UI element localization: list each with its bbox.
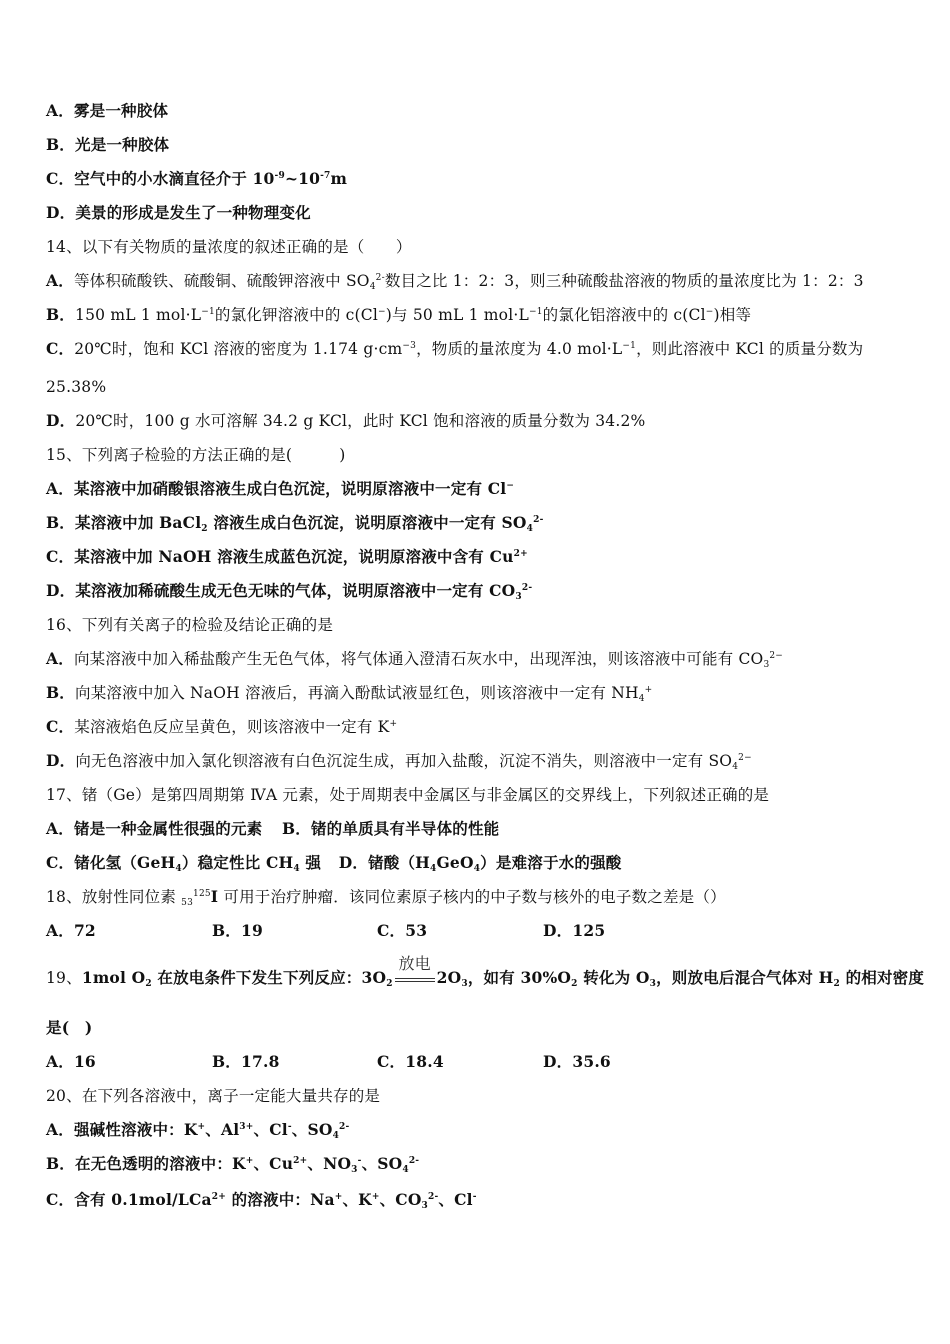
option-text: 空气中的小水滴直径介于 10 [74, 169, 275, 188]
q13-option-d [46, 202, 311, 224]
option-label: A． [46, 1052, 74, 1071]
subscript: 2 [145, 979, 152, 989]
option-label: C． [46, 853, 75, 872]
subscript: 4 [402, 1165, 409, 1175]
double-line [395, 978, 435, 982]
option-text: 强碱性溶液中：K [73, 1120, 198, 1139]
superscript: + [197, 1122, 206, 1132]
option-value: 16 [73, 1052, 96, 1071]
option-text: ，物质的量浓度为 4.0 mol·L [416, 340, 623, 358]
q17-options-ab [46, 818, 499, 840]
option-label: D． [338, 853, 369, 872]
option-label: D． [46, 581, 76, 600]
superscript: + [245, 1156, 254, 1166]
stem-text: 2O [436, 968, 462, 987]
option-text: 、Cu [253, 1154, 294, 1173]
superscript: 2- [533, 515, 544, 525]
option-text: 、Cl [253, 1120, 288, 1139]
question-number: 19、 [46, 969, 82, 987]
option-text: 某溶液焰色反应呈黄色，则该溶液中一定有 K [74, 718, 390, 736]
q18-option-d [543, 920, 605, 942]
stem-text: 转化为 O [577, 968, 650, 987]
superscript: - [287, 1122, 292, 1132]
option-text: 向某溶液中加入 NaOH 溶液后，再滴入酚酞试液显红色，则该溶液中一定有 NH [75, 684, 639, 702]
superscript: + [644, 685, 653, 695]
superscript: + [334, 1192, 343, 1202]
q19-options [46, 1051, 906, 1073]
subscript: 2 [201, 524, 208, 534]
option-text: 某溶液中加硝酸银溶液生成白色沉淀，说明原溶液中一定有 Cl [73, 479, 507, 498]
subscript: 2 [571, 979, 578, 989]
option-label: D． [46, 411, 76, 430]
q14-option-c [46, 338, 863, 360]
subscript: 2 [386, 979, 393, 989]
option-label: C． [377, 921, 406, 940]
option-text: 、SO [291, 1120, 333, 1139]
subscript: 3 [649, 979, 657, 989]
q14-option-a [46, 270, 864, 292]
stem-text: ，如有 30%O [467, 968, 572, 987]
subscript: 3 [763, 660, 770, 670]
q20-stem: 20、在下列各溶液中，离子一定能大量共存的是 [46, 1087, 381, 1105]
q18-options [46, 920, 906, 942]
stem-text: 在放电条件下发生下列反应：3O [151, 968, 387, 987]
option-text: 向无色溶液中加入氯化钡溶液有白色沉淀生成，再加入盐酸，沉淀不消失，则溶液中一定有 SO [75, 752, 733, 770]
option-text: 含有 0.1mol/LCa [74, 1190, 212, 1209]
option-label: B． [212, 1052, 242, 1071]
subscript: 2 [833, 979, 840, 989]
option-text: 、Al [205, 1120, 240, 1139]
q16-option-a [46, 648, 783, 670]
subscript: 4 [430, 864, 437, 874]
option-label: A． [46, 479, 74, 498]
option-text: 、CO [379, 1190, 422, 1209]
option-value: 17.8 [241, 1052, 280, 1071]
q15-option-d [46, 580, 532, 602]
subscript: 4 [526, 524, 534, 534]
q19-option-c [377, 1051, 444, 1073]
superscript: −1 [622, 341, 637, 351]
superscript: -9 [274, 171, 285, 181]
q16-option-d [46, 750, 752, 772]
option-value: 53 [405, 921, 428, 940]
subscript: 4 [473, 864, 481, 874]
option-text: 、SO [361, 1154, 403, 1173]
q15-stem: 15、下列离子检验的方法正确的是( ) [46, 446, 346, 464]
option-label: B． [281, 819, 311, 838]
atomic-number: 53 [181, 898, 194, 908]
q14-option-c-continued: 25.38% [46, 378, 107, 396]
option-value: 72 [73, 921, 96, 940]
element-symbol: I [210, 887, 219, 906]
q16-stem: 16、下列有关离子的检验及结论正确的是 [46, 616, 334, 634]
subscript: 4 [369, 282, 376, 292]
option-label: A． [46, 101, 74, 120]
superscript: + [389, 719, 398, 729]
option-value: 35.6 [572, 1052, 611, 1071]
superscript: − [378, 307, 386, 317]
option-text: 强 [299, 853, 322, 872]
option-label: C． [46, 717, 75, 736]
option-text: 、K [342, 1190, 372, 1209]
option-label: A． [46, 819, 74, 838]
option-text: 光是一种胶体 [75, 135, 170, 154]
option-text: 美景的形成是发生了一种物理变化 [75, 203, 311, 222]
option-value: 18.4 [405, 1052, 444, 1071]
subscript: 4 [293, 864, 300, 874]
option-label: D． [46, 203, 76, 222]
option-label: D． [46, 751, 76, 770]
option-text: 、NO [307, 1154, 352, 1173]
option-text: 20℃时，饱和 KCl 溶液的密度为 1.174 g·cm [74, 340, 403, 358]
superscript: -7 [320, 171, 331, 181]
subscript: 3 [461, 979, 468, 989]
option-label: C． [46, 169, 75, 188]
option-label: D． [543, 1052, 573, 1071]
option-text: 锗的单质具有半导体的性能 [310, 819, 500, 838]
option-text: )相等 [713, 306, 752, 324]
mass-number: 125 [193, 889, 211, 899]
subscript: 3 [421, 1201, 429, 1211]
superscript: 2− [738, 753, 752, 763]
subscript: 4 [175, 864, 182, 874]
option-text: 锗是一种金属性很强的元素 [73, 819, 263, 838]
superscript: - [472, 1192, 477, 1202]
q16-option-b [46, 682, 652, 704]
subscript: 4 [638, 694, 645, 704]
option-label: C． [46, 1190, 75, 1209]
q20-option-c [46, 1189, 477, 1211]
reaction-arrow [395, 954, 435, 989]
q17-options-cd [46, 852, 621, 874]
q15-option-a [46, 478, 514, 500]
option-text: 某溶液中加 BaCl [75, 513, 202, 532]
option-label: B． [212, 921, 242, 940]
stem-text: 的相对密度 [839, 968, 925, 987]
superscript: 2- [408, 1156, 420, 1166]
superscript: −1 [201, 307, 215, 317]
option-text: 20℃时，100 g 水可溶解 34.2 g KCl，此时 KCl 饱和溶液的质量分数为 34.2% [75, 412, 646, 430]
option-text: 锗化氢（GeH [74, 853, 176, 872]
reaction-condition: 放电 [398, 954, 431, 973]
option-text: 、Cl [438, 1190, 473, 1209]
option-text: ~10 [284, 169, 321, 188]
superscript: 2- [375, 273, 385, 283]
q17-stem: 17、锗（Ge）是第四周期第 ⅣA 元素，处于周期表中金属区与非金属区的交界线上，下列叙述正确的是 [46, 786, 770, 804]
option-text: 雾是一种胶体 [73, 101, 169, 120]
option-text: m [330, 169, 348, 188]
superscript: −3 [402, 341, 417, 351]
superscript: − [506, 481, 515, 491]
option-text: GeO [436, 853, 474, 872]
option-value: 19 [241, 921, 263, 940]
option-label: A． [46, 271, 74, 290]
option-text: ）是难溶于水的强酸 [480, 853, 622, 872]
q19-stem [46, 954, 925, 989]
option-label: B． [46, 305, 76, 324]
option-text: 溶液生成白色沉淀，说明原溶液中一定有 SO [207, 513, 527, 532]
option-text: 某溶液加稀硫酸生成无色无味的气体，说明原溶液中一定有 CO [75, 581, 516, 600]
q14-option-d [46, 410, 645, 432]
option-text: 某溶液中加 NaOH 溶液生成蓝色沉淀，说明原溶液中含有 Cu [74, 547, 514, 566]
superscript: 2− [769, 651, 784, 661]
q15-option-c [46, 546, 528, 568]
option-label: C． [46, 339, 75, 358]
q13-option-c [46, 168, 347, 190]
option-text: 150 mL 1 mol·L [75, 306, 202, 324]
option-label: A． [46, 1120, 74, 1139]
superscript: 3+ [239, 1122, 254, 1132]
option-label: C． [377, 1052, 406, 1071]
superscript: 2- [521, 583, 533, 593]
superscript: 2- [339, 1122, 350, 1132]
superscript: 2+ [293, 1156, 308, 1166]
q16-option-c [46, 716, 397, 738]
option-label: B． [46, 1154, 76, 1173]
option-label: A． [46, 649, 74, 668]
q18-option-a [46, 920, 96, 942]
stem-text: 18、放射性同位素 [46, 888, 182, 906]
option-text: 向某溶液中加入稀盐酸产生无色气体，将气体通入澄清石灰水中，出现浑浊，则该溶液中可能有 CO [73, 650, 764, 668]
option-label: B． [46, 513, 76, 532]
q18-stem [46, 886, 726, 914]
subscript: 3 [515, 592, 522, 602]
option-text: 的溶液中：Na [226, 1190, 335, 1209]
option-label: B． [46, 135, 76, 154]
q15-option-b [46, 512, 544, 534]
option-label: A． [46, 921, 74, 940]
option-text: ，则此溶液中 KCl 的质量分数为 [636, 340, 864, 358]
stem-text: 1mol O [81, 968, 146, 987]
q19-option-b [212, 1051, 280, 1073]
superscript: −1 [529, 307, 543, 317]
option-text: ）稳定性比 CH [181, 853, 294, 872]
subscript: 4 [332, 1131, 340, 1141]
q18-option-c [377, 920, 427, 942]
option-label: C． [46, 547, 75, 566]
stem-text: ，则放电后混合气体对 H [656, 968, 834, 987]
q14-option-b [46, 304, 751, 326]
superscript: - [357, 1156, 362, 1166]
option-text: 等体积硫酸铁、硫酸铜、硫酸钾溶液中 SO [73, 272, 370, 290]
q19-option-d [543, 1051, 611, 1073]
q20-option-a [46, 1119, 349, 1141]
q18-option-b [212, 920, 263, 942]
q19-option-a [46, 1051, 96, 1073]
superscript: 2+ [211, 1192, 226, 1202]
stem-text: 可用于治疗肿瘤．该同位素原子核内的中子数与核外的电子数之差是（） [218, 888, 726, 906]
q13-option-b [46, 134, 169, 156]
option-text: 的氯化铝溶液中的 c(Cl [542, 306, 706, 324]
option-text: 在无色透明的溶液中：K [75, 1154, 246, 1173]
subscript: 4 [732, 762, 739, 772]
superscript: − [705, 307, 714, 317]
option-label: D． [543, 921, 573, 940]
option-value: 125 [572, 921, 606, 940]
option-text: )与 50 mL 1 mol·L [385, 306, 529, 324]
q13-option-a [46, 100, 168, 122]
q20-option-b [46, 1153, 419, 1175]
q19-stem-continued: 是( ) [46, 1018, 93, 1037]
option-label: B． [46, 683, 76, 702]
superscript: + [371, 1192, 380, 1202]
option-text: 数目之比 1：2：3，则三种硫酸盐溶液的物质的量浓度比为 1：2：3 [384, 272, 864, 290]
subscript: 3 [351, 1165, 358, 1175]
superscript: 2- [428, 1192, 439, 1202]
option-text: 锗酸（H [368, 853, 431, 872]
q14-stem: 14、以下有关物质的量浓度的叙述正确的是（ ） [46, 238, 412, 256]
superscript: 2+ [513, 549, 528, 559]
option-text: 的氯化钾溶液中的 c(Cl [214, 306, 378, 324]
